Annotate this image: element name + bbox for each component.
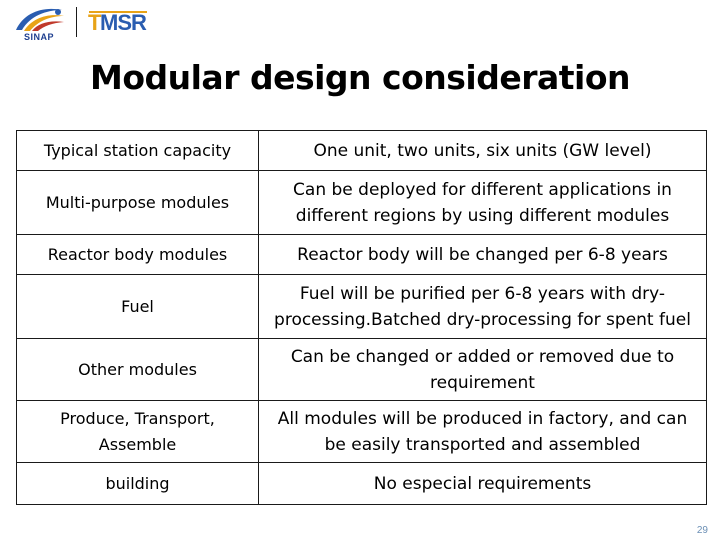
header-logos xyxy=(10,4,151,46)
table-row xyxy=(17,131,707,171)
table-row xyxy=(17,275,707,339)
slide-number: 29 xyxy=(696,525,708,536)
row-value: All modules will be produced in factory, and can be easily transported and assembled xyxy=(259,401,707,463)
row-label: Produce, Transport, Assemble xyxy=(17,401,259,463)
table-row xyxy=(17,463,707,505)
row-label: Typical station capacity xyxy=(17,131,259,171)
row-value: Can be changed or added or removed due to requirement xyxy=(259,339,707,401)
row-label: Fuel xyxy=(17,275,259,339)
table-row xyxy=(17,171,707,235)
svg-text:MSR: MSR xyxy=(100,10,146,35)
page-title: Modular design consideration xyxy=(89,58,630,97)
row-value: No especial requirements xyxy=(259,463,707,505)
row-value: One unit, two units, six units (GW level) xyxy=(259,131,707,171)
table-row xyxy=(17,235,707,275)
sinap-logo xyxy=(10,4,70,46)
tmsr-logo xyxy=(87,8,151,41)
row-value: Reactor body will be changed per 6-8 years xyxy=(259,235,707,275)
sinap-logo-text: SINAP xyxy=(24,32,55,42)
modules-table xyxy=(16,130,707,505)
row-value: Can be deployed for different applications in different regions by using different modules xyxy=(259,171,707,235)
row-label: building xyxy=(17,463,259,505)
sinap-swoosh-icon xyxy=(10,4,70,34)
logo-divider xyxy=(76,7,77,37)
table-row xyxy=(17,401,707,463)
row-value: Fuel will be purified per 6-8 years with dry-processing.Batched dry-processing for spent fuel xyxy=(259,275,707,339)
row-label: Reactor body modules xyxy=(17,235,259,275)
tmsr-logo-icon xyxy=(87,8,151,36)
svg-text:T: T xyxy=(88,10,101,35)
row-label: Multi-purpose modules xyxy=(17,171,259,235)
table-row xyxy=(17,339,707,401)
row-label: Other modules xyxy=(17,339,259,401)
